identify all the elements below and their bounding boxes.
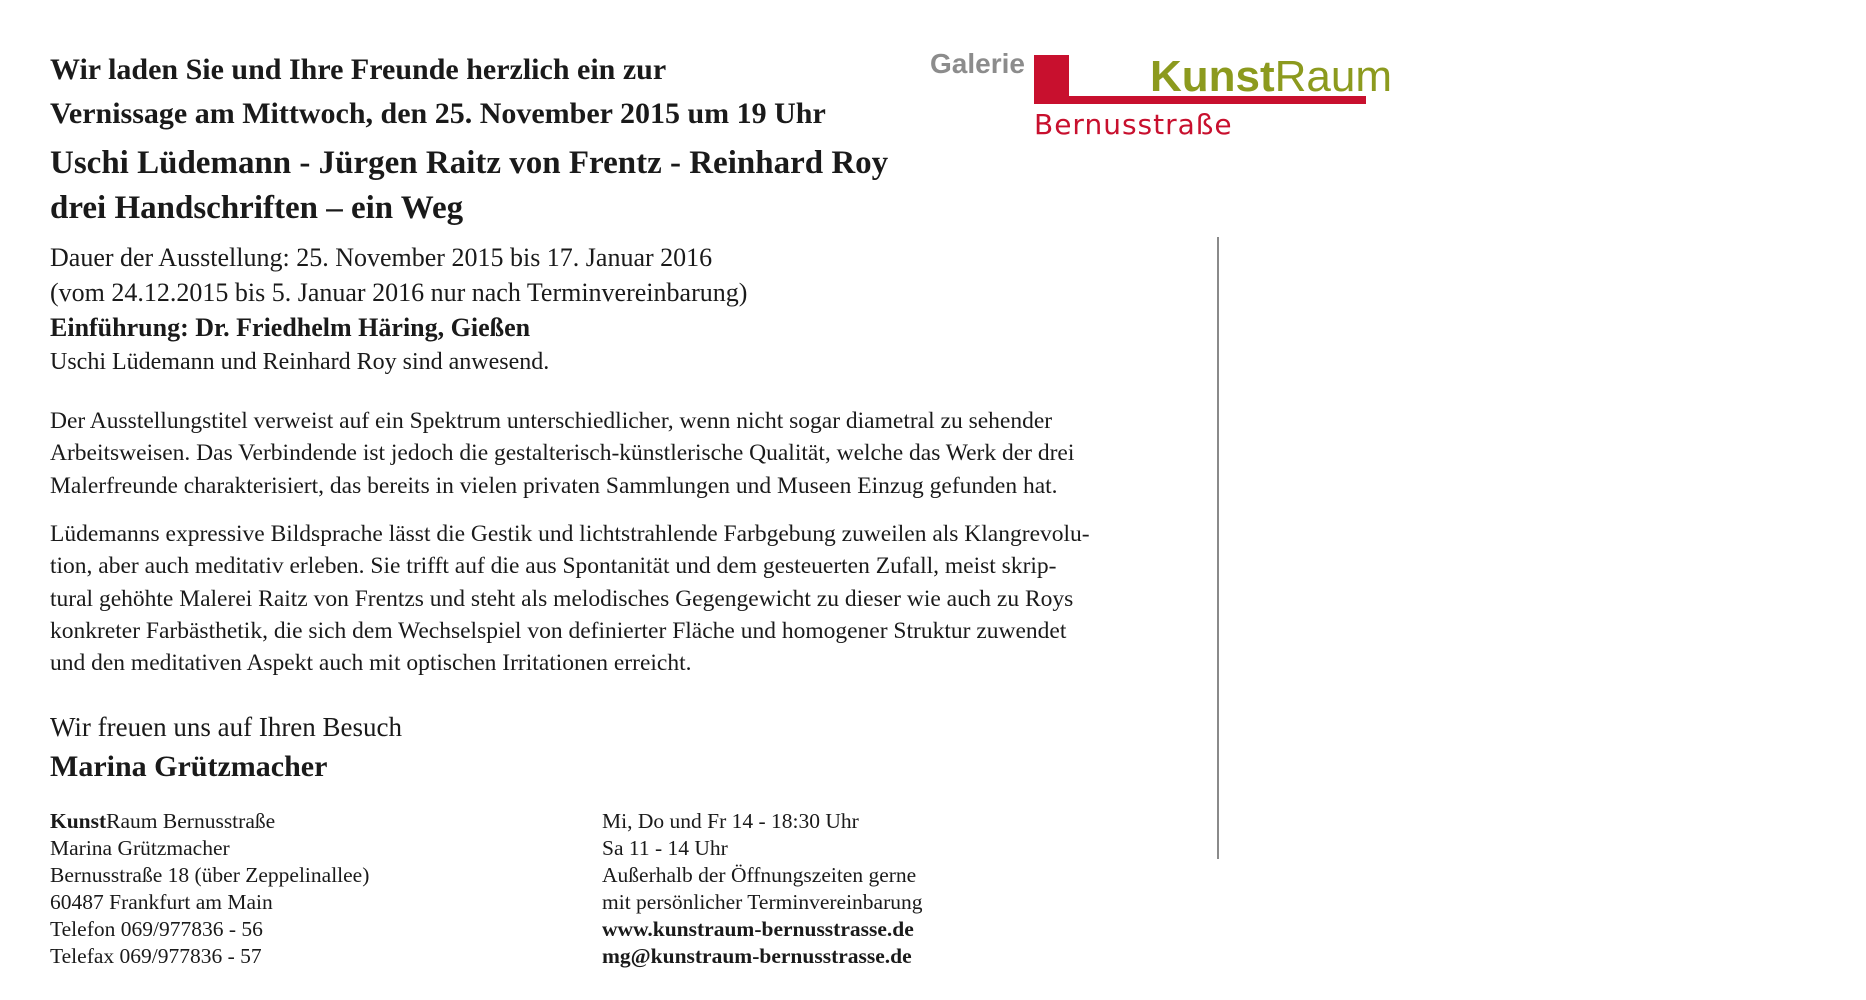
paragraph-2-line: Lüdemanns expressive Bildsprache lässt die Gestik und lichtstrahlende Farbgebung zuweilen als Klangrevolu- — [50, 521, 1090, 547]
paragraph-1 — [50, 405, 1190, 502]
address-city: 60487 Frankfurt am Main — [50, 890, 273, 914]
hours-saturday: Sa 11 - 14 Uhr — [602, 836, 728, 860]
paragraph-2 — [50, 518, 1190, 679]
invitation-line-1: Wir laden Sie und Ihre Freunde herzlich ein zur — [50, 53, 667, 86]
address-brand-rest: Raum Bernusstraße — [106, 809, 276, 833]
paragraph-2-line: und den meditativen Aspekt auch mit optischen Irritationen erreicht. — [50, 650, 692, 677]
hours-weekdays: Mi, Do und Fr 14 - 18:30 Uhr — [602, 809, 859, 833]
email-link[interactable]: mg@kunstraum-bernusstrasse.de — [602, 944, 912, 968]
address-block — [50, 808, 369, 970]
artist-names: Uschi Lüdemann - Jürgen Raitz von Frentz - Reinhard Roy — [50, 145, 889, 181]
closing-signature: Marina Grützmacher — [50, 750, 328, 783]
address-brand-bold: Kunst — [50, 809, 107, 833]
logo-mark-vertical — [1034, 55, 1069, 99]
paragraph-1-line: Malerfreunde charakterisiert, das bereits in vielen privaten Sammlungen und Museen Einzug gefunden hat. — [50, 472, 1058, 499]
exhibition-duration: Dauer der Ausstellung: 25. November 2015 bis 17. Januar 2016 — [50, 243, 713, 272]
hours-outside-2: mit persönlicher Terminvereinbarung — [602, 890, 923, 914]
paragraph-2-line: tural gehöhte Malerei Raitz von Frentzs und steht als melodisches Gegengewicht zu dieser wie auch zu Roys — [50, 585, 1074, 612]
exhibition-details — [50, 240, 747, 380]
address-street: Bernusstraße 18 (über Zeppelinallee) — [50, 863, 370, 887]
logo-raum: Raum — [1274, 52, 1393, 101]
exhibition-note: (vom 24.12.2015 bis 5. Januar 2016 nur nach Terminvereinbarung) — [50, 278, 748, 307]
exhibition-introduction: Einführung: Dr. Friedhelm Häring, Gießen — [50, 313, 531, 342]
invitation-heading — [50, 48, 826, 136]
hours-outside-1: Außerhalb der Öffnungszeiten gerne — [602, 863, 917, 887]
address-contact: Marina Grützmacher — [50, 836, 230, 860]
address-brand — [50, 808, 369, 835]
paragraph-2-line: konkreter Farbästhetik, die sich dem Wechselspiel von definierter Fläche und homogener Struktur zuwendet — [50, 617, 1067, 644]
address-phone: Telefon 069/977836 - 56 — [50, 917, 263, 941]
logo-galerie-text: Galerie — [930, 48, 1025, 79]
hours-block — [602, 808, 923, 970]
postcard-divider — [1217, 237, 1219, 859]
website-link[interactable]: www.kunstraum-bernusstrasse.de — [602, 917, 914, 941]
closing-greeting: Wir freuen uns auf Ihren Besuch — [50, 712, 403, 742]
exhibition-heading — [50, 141, 888, 231]
exhibition-title: drei Handschriften – ein Weg — [50, 190, 464, 226]
logo-kunst: Kunst — [1150, 52, 1275, 101]
paragraph-2-line: tion, aber auch meditativ erleben. Sie trifft auf die aus Spontanität und dem gesteuerten Zufall, meist skrip- — [50, 553, 1057, 580]
logo-street: Bernusstraße — [1034, 108, 1233, 141]
artists-present: Uschi Lüdemann und Reinhard Roy sind anwesend. — [50, 349, 550, 375]
paragraph-1-line: Arbeitsweisen. Das Verbindende ist jedoch die gestalterisch-künstlerische Qualität, welche das Werk der drei — [50, 440, 1075, 467]
invitation-line-2: Vernissage am Mittwoch, den 25. November 2015 um 19 Uhr — [50, 97, 826, 130]
closing — [50, 707, 402, 787]
address-fax: Telefax 069/977836 - 57 — [50, 944, 262, 968]
paragraph-1-line: Der Ausstellungstitel verweist auf ein Spektrum unterschiedlicher, wenn nicht sogar diametral zu sehender — [50, 408, 1053, 434]
logo-kunstraum — [1150, 52, 1393, 101]
